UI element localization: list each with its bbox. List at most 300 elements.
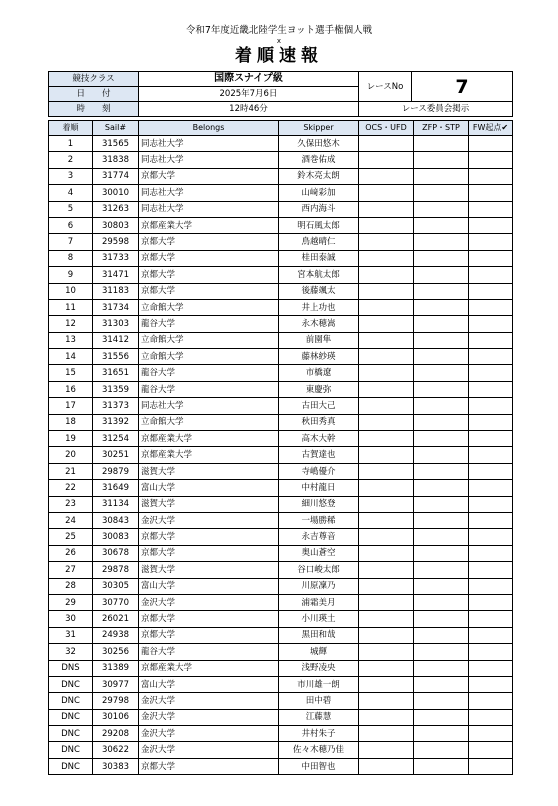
date-label: 日 付	[49, 87, 139, 102]
cell-fw	[469, 136, 513, 152]
cell-ocs-ufd	[359, 512, 414, 528]
class-value: 国際スナイプ級	[139, 72, 359, 87]
cell-fw	[469, 217, 513, 233]
col-ocs-ufd: OCS・UFD	[359, 121, 414, 136]
cell-ocs-ufd	[359, 250, 414, 266]
cell-fw	[469, 758, 513, 774]
table-row	[49, 349, 513, 365]
cell-skipper: 後藤颯太	[279, 283, 359, 299]
cell-sail: 29208	[93, 726, 139, 742]
cell-zfp-stp	[414, 742, 469, 758]
table-row	[49, 463, 513, 479]
cell-rank: 21	[49, 463, 93, 479]
cell-fw	[469, 185, 513, 201]
cell-fw	[469, 693, 513, 709]
cell-rank: 2	[49, 152, 93, 168]
cell-zfp-stp	[414, 136, 469, 152]
table-row	[49, 758, 513, 774]
cell-belongs: 立命館大学	[139, 332, 279, 348]
cell-sail: 31471	[93, 267, 139, 283]
cell-belongs: 金沢大学	[139, 709, 279, 725]
cell-ocs-ufd	[359, 644, 414, 660]
cell-sail: 30256	[93, 644, 139, 660]
cell-belongs: 富山大学	[139, 480, 279, 496]
cell-belongs: 京都大学	[139, 168, 279, 184]
cell-belongs: 滋賀大学	[139, 463, 279, 479]
cell-belongs: 京都大学	[139, 545, 279, 561]
cell-fw	[469, 283, 513, 299]
table-row	[49, 644, 513, 660]
table-row	[49, 529, 513, 545]
cell-zfp-stp	[414, 234, 469, 250]
cell-skipper: 明石風太郎	[279, 217, 359, 233]
table-row	[49, 545, 513, 561]
cell-sail: 31373	[93, 398, 139, 414]
cell-zfp-stp	[414, 283, 469, 299]
cell-fw	[469, 611, 513, 627]
cell-fw	[469, 562, 513, 578]
cell-sail: 31838	[93, 152, 139, 168]
col-sail: Sail#	[93, 121, 139, 136]
cell-fw	[469, 676, 513, 692]
cell-belongs: 龍谷大学	[139, 365, 279, 381]
results-body	[49, 136, 513, 775]
cell-rank: 6	[49, 217, 93, 233]
cell-sail: 31649	[93, 480, 139, 496]
cell-skipper: 古賀達也	[279, 447, 359, 463]
cell-belongs: 金沢大学	[139, 742, 279, 758]
cell-skipper: 東慶弥	[279, 381, 359, 397]
cell-zfp-stp	[414, 496, 469, 512]
class-label: 競技クラス	[49, 72, 139, 87]
cell-sail: 30083	[93, 529, 139, 545]
cell-fw	[469, 299, 513, 315]
cell-ocs-ufd	[359, 185, 414, 201]
col-skipper: Skipper	[279, 121, 359, 136]
cell-ocs-ufd	[359, 726, 414, 742]
table-row	[49, 217, 513, 233]
cell-skipper: 鈴木亮太朗	[279, 168, 359, 184]
cell-belongs: 富山大学	[139, 676, 279, 692]
cell-fw	[469, 742, 513, 758]
cell-rank: 5	[49, 201, 93, 217]
cell-belongs: 同志社大学	[139, 185, 279, 201]
cell-belongs: 立命館大学	[139, 349, 279, 365]
cell-fw	[469, 267, 513, 283]
cell-belongs: 京都大学	[139, 627, 279, 643]
cell-sail: 30305	[93, 578, 139, 594]
table-row	[49, 332, 513, 348]
cell-skipper: 山﨑彩加	[279, 185, 359, 201]
cell-skipper: 中村龍日	[279, 480, 359, 496]
cell-skipper: 江藤慧	[279, 709, 359, 725]
cell-ocs-ufd	[359, 480, 414, 496]
cell-rank: 13	[49, 332, 93, 348]
cell-sail: 31412	[93, 332, 139, 348]
cell-skipper: 一場勝稀	[279, 512, 359, 528]
cell-skipper: 佐々木穂乃佳	[279, 742, 359, 758]
cell-rank: 10	[49, 283, 93, 299]
cell-sail: 29598	[93, 234, 139, 250]
cell-sail: 31733	[93, 250, 139, 266]
cell-zfp-stp	[414, 217, 469, 233]
cell-rank: 15	[49, 365, 93, 381]
cell-zfp-stp	[414, 332, 469, 348]
col-rank: 着順	[49, 121, 93, 136]
cell-belongs: 金沢大学	[139, 512, 279, 528]
cell-sail: 31392	[93, 414, 139, 430]
col-fw: FW起点✔	[469, 121, 513, 136]
cell-sail: 31389	[93, 660, 139, 676]
cell-zfp-stp	[414, 316, 469, 332]
table-row	[49, 693, 513, 709]
table-row	[49, 250, 513, 266]
cell-zfp-stp	[414, 463, 469, 479]
cell-ocs-ufd	[359, 627, 414, 643]
cell-rank: DNC	[49, 758, 93, 774]
cell-sail: 31303	[93, 316, 139, 332]
cell-ocs-ufd	[359, 283, 414, 299]
cell-belongs: 京都産業大学	[139, 660, 279, 676]
table-row	[49, 742, 513, 758]
cell-ocs-ufd	[359, 611, 414, 627]
cell-rank: DNC	[49, 676, 93, 692]
cell-sail: 29878	[93, 562, 139, 578]
cell-ocs-ufd	[359, 578, 414, 594]
cell-belongs: 富山大学	[139, 578, 279, 594]
cell-sail: 30803	[93, 217, 139, 233]
table-row	[49, 594, 513, 610]
cell-sail: 31565	[93, 136, 139, 152]
cell-zfp-stp	[414, 398, 469, 414]
cell-zfp-stp	[414, 644, 469, 660]
table-row	[49, 562, 513, 578]
cell-belongs: 京都大学	[139, 283, 279, 299]
cell-ocs-ufd	[359, 431, 414, 447]
cell-ocs-ufd	[359, 496, 414, 512]
cell-sail: 26021	[93, 611, 139, 627]
cell-belongs: 同志社大学	[139, 152, 279, 168]
cell-belongs: 京都大学	[139, 267, 279, 283]
table-row	[49, 381, 513, 397]
cell-belongs: 龍谷大学	[139, 316, 279, 332]
cell-skipper: 永木穂嵩	[279, 316, 359, 332]
cell-belongs: 京都産業大学	[139, 447, 279, 463]
cell-fw	[469, 316, 513, 332]
cell-rank: 9	[49, 267, 93, 283]
cell-ocs-ufd	[359, 332, 414, 348]
cell-sail: 30977	[93, 676, 139, 692]
table-row	[49, 480, 513, 496]
cell-fw	[469, 726, 513, 742]
cell-sail: 24938	[93, 627, 139, 643]
cell-sail: 31359	[93, 381, 139, 397]
cell-belongs: 滋賀大学	[139, 496, 279, 512]
cell-rank: 30	[49, 611, 93, 627]
table-row	[49, 709, 513, 725]
table-row	[49, 299, 513, 315]
cell-belongs: 京都大学	[139, 758, 279, 774]
cell-skipper: 高木大幹	[279, 431, 359, 447]
cell-belongs: 同志社大学	[139, 398, 279, 414]
cell-ocs-ufd	[359, 447, 414, 463]
cell-ocs-ufd	[359, 693, 414, 709]
cell-ocs-ufd	[359, 316, 414, 332]
cell-fw	[469, 250, 513, 266]
cell-skipper: 城輝	[279, 644, 359, 660]
cell-skipper: 桂田泰誠	[279, 250, 359, 266]
table-row	[49, 496, 513, 512]
cell-sail: 30843	[93, 512, 139, 528]
cell-belongs: 京都産業大学	[139, 431, 279, 447]
cell-zfp-stp	[414, 578, 469, 594]
cell-zfp-stp	[414, 726, 469, 742]
cell-skipper: 鳥越晴仁	[279, 234, 359, 250]
cell-rank: DNC	[49, 726, 93, 742]
cell-fw	[469, 152, 513, 168]
table-row	[49, 726, 513, 742]
cell-ocs-ufd	[359, 217, 414, 233]
cell-ocs-ufd	[359, 349, 414, 365]
cell-fw	[469, 512, 513, 528]
cell-ocs-ufd	[359, 562, 414, 578]
cell-rank: 24	[49, 512, 93, 528]
cell-fw	[469, 594, 513, 610]
cell-sail: 31734	[93, 299, 139, 315]
cell-skipper: 市橋遼	[279, 365, 359, 381]
cell-rank: 23	[49, 496, 93, 512]
cell-fw	[469, 414, 513, 430]
cell-fw	[469, 168, 513, 184]
cell-zfp-stp	[414, 365, 469, 381]
cell-skipper: 田中碧	[279, 693, 359, 709]
cell-rank: 12	[49, 316, 93, 332]
cell-rank: 3	[49, 168, 93, 184]
cell-ocs-ufd	[359, 365, 414, 381]
table-row	[49, 365, 513, 381]
cell-sail: 31254	[93, 431, 139, 447]
cell-zfp-stp	[414, 562, 469, 578]
time-value: 12時46分	[139, 102, 359, 117]
cell-zfp-stp	[414, 611, 469, 627]
table-row	[49, 267, 513, 283]
cell-zfp-stp	[414, 431, 469, 447]
cell-sail: 31556	[93, 349, 139, 365]
cell-skipper: 酒巻佑成	[279, 152, 359, 168]
cell-fw	[469, 398, 513, 414]
cell-sail: 31183	[93, 283, 139, 299]
cell-zfp-stp	[414, 480, 469, 496]
cell-rank: 25	[49, 529, 93, 545]
cell-skipper: 寺嶋優介	[279, 463, 359, 479]
page-title: 着順速報	[235, 46, 323, 66]
cell-fw	[469, 365, 513, 381]
cell-sail: 30106	[93, 709, 139, 725]
race-no-label: レースNo	[359, 72, 412, 102]
cell-rank: 28	[49, 578, 93, 594]
cell-zfp-stp	[414, 152, 469, 168]
cell-belongs: 金沢大学	[139, 693, 279, 709]
table-row	[49, 611, 513, 627]
cell-skipper: 秋田秀真	[279, 414, 359, 430]
cell-fw	[469, 496, 513, 512]
cell-fw	[469, 431, 513, 447]
cell-ocs-ufd	[359, 152, 414, 168]
cell-belongs: 京都大学	[139, 234, 279, 250]
cell-ocs-ufd	[359, 709, 414, 725]
race-no-value: 7	[412, 72, 513, 102]
cell-skipper: 宮本航太郎	[279, 267, 359, 283]
cell-fw	[469, 381, 513, 397]
cell-rank: 26	[49, 545, 93, 561]
cell-fw	[469, 201, 513, 217]
cell-sail: 30622	[93, 742, 139, 758]
cell-zfp-stp	[414, 512, 469, 528]
cell-sail: 30678	[93, 545, 139, 561]
cell-skipper: 奥山蒼空	[279, 545, 359, 561]
cell-rank: 22	[49, 480, 93, 496]
cell-rank: DNS	[49, 660, 93, 676]
cell-skipper: 永吉尊音	[279, 529, 359, 545]
cell-zfp-stp	[414, 267, 469, 283]
cell-belongs: 同志社大学	[139, 136, 279, 152]
table-row	[49, 185, 513, 201]
cell-skipper: 中田智也	[279, 758, 359, 774]
cell-rank: 8	[49, 250, 93, 266]
table-row	[49, 414, 513, 430]
table-row	[49, 152, 513, 168]
cell-skipper: 小川瑛土	[279, 611, 359, 627]
cell-rank: DNC	[49, 693, 93, 709]
cell-ocs-ufd	[359, 267, 414, 283]
cell-zfp-stp	[414, 758, 469, 774]
cell-zfp-stp	[414, 709, 469, 725]
cell-ocs-ufd	[359, 398, 414, 414]
cell-ocs-ufd	[359, 299, 414, 315]
cell-ocs-ufd	[359, 545, 414, 561]
cell-belongs: 京都大学	[139, 611, 279, 627]
cell-ocs-ufd	[359, 594, 414, 610]
cell-belongs: 龍谷大学	[139, 381, 279, 397]
cell-zfp-stp	[414, 676, 469, 692]
cell-fw	[469, 709, 513, 725]
table-row	[49, 398, 513, 414]
cell-zfp-stp	[414, 168, 469, 184]
cell-ocs-ufd	[359, 676, 414, 692]
cell-zfp-stp	[414, 447, 469, 463]
cell-ocs-ufd	[359, 201, 414, 217]
cell-skipper: 藤林紗瑛	[279, 349, 359, 365]
cell-skipper: 西内海斗	[279, 201, 359, 217]
cell-zfp-stp	[414, 529, 469, 545]
cell-fw	[469, 463, 513, 479]
cell-belongs: 金沢大学	[139, 726, 279, 742]
cell-sail: 29879	[93, 463, 139, 479]
results-header-row	[49, 121, 513, 136]
cell-zfp-stp	[414, 594, 469, 610]
cell-fw	[469, 644, 513, 660]
cell-skipper: 川原凜乃	[279, 578, 359, 594]
cell-skipper: 黒田和哉	[279, 627, 359, 643]
cell-zfp-stp	[414, 185, 469, 201]
cell-fw	[469, 480, 513, 496]
cell-rank: 17	[49, 398, 93, 414]
cell-rank: 18	[49, 414, 93, 430]
cell-sail: 31134	[93, 496, 139, 512]
cell-zfp-stp	[414, 381, 469, 397]
cell-skipper: 井村朱子	[279, 726, 359, 742]
cell-fw	[469, 349, 513, 365]
cell-rank: 1	[49, 136, 93, 152]
col-zfp-stp: ZFP・STP	[414, 121, 469, 136]
cell-sail: 30010	[93, 185, 139, 201]
table-row	[49, 512, 513, 528]
cell-zfp-stp	[414, 349, 469, 365]
table-row	[49, 578, 513, 594]
cell-rank: 19	[49, 431, 93, 447]
cell-skipper: 市川雄一朗	[279, 676, 359, 692]
date-value: 2025年7月6日	[139, 87, 359, 102]
cell-rank: 29	[49, 594, 93, 610]
table-row	[49, 660, 513, 676]
cell-rank: 11	[49, 299, 93, 315]
cell-ocs-ufd	[359, 234, 414, 250]
cell-rank: DNC	[49, 742, 93, 758]
cell-fw	[469, 234, 513, 250]
event-subtitle-x: x	[276, 37, 282, 45]
cell-zfp-stp	[414, 627, 469, 643]
cell-ocs-ufd	[359, 758, 414, 774]
table-row	[49, 201, 513, 217]
cell-ocs-ufd	[359, 660, 414, 676]
cell-belongs: 京都大学	[139, 250, 279, 266]
cell-fw	[469, 332, 513, 348]
cell-rank: 4	[49, 185, 93, 201]
cell-rank: 31	[49, 627, 93, 643]
cell-zfp-stp	[414, 250, 469, 266]
cell-zfp-stp	[414, 660, 469, 676]
cell-belongs: 京都大学	[139, 529, 279, 545]
cell-belongs: 立命館大学	[139, 414, 279, 430]
event-title: 令和7年度近畿北陸学生ヨット選手権個人戦	[185, 25, 373, 36]
cell-belongs: 滋賀大学	[139, 562, 279, 578]
cell-skipper: 細川悠登	[279, 496, 359, 512]
cell-rank: 20	[49, 447, 93, 463]
cell-belongs: 金沢大学	[139, 594, 279, 610]
cell-skipper: 浦霜美月	[279, 594, 359, 610]
cell-fw	[469, 529, 513, 545]
committee-notice: レース委員会掲示	[359, 102, 513, 117]
cell-ocs-ufd	[359, 381, 414, 397]
cell-zfp-stp	[414, 201, 469, 217]
cell-sail: 30251	[93, 447, 139, 463]
cell-ocs-ufd	[359, 742, 414, 758]
cell-skipper: 谷口峻太郎	[279, 562, 359, 578]
cell-fw	[469, 545, 513, 561]
cell-sail: 29798	[93, 693, 139, 709]
cell-zfp-stp	[414, 693, 469, 709]
cell-zfp-stp	[414, 414, 469, 430]
col-belongs: Belongs	[139, 121, 279, 136]
cell-sail: 30383	[93, 758, 139, 774]
table-row	[49, 676, 513, 692]
table-row	[49, 447, 513, 463]
cell-rank: 7	[49, 234, 93, 250]
cell-belongs: 同志社大学	[139, 201, 279, 217]
table-row	[49, 234, 513, 250]
cell-fw	[469, 578, 513, 594]
cell-belongs: 立命館大学	[139, 299, 279, 315]
